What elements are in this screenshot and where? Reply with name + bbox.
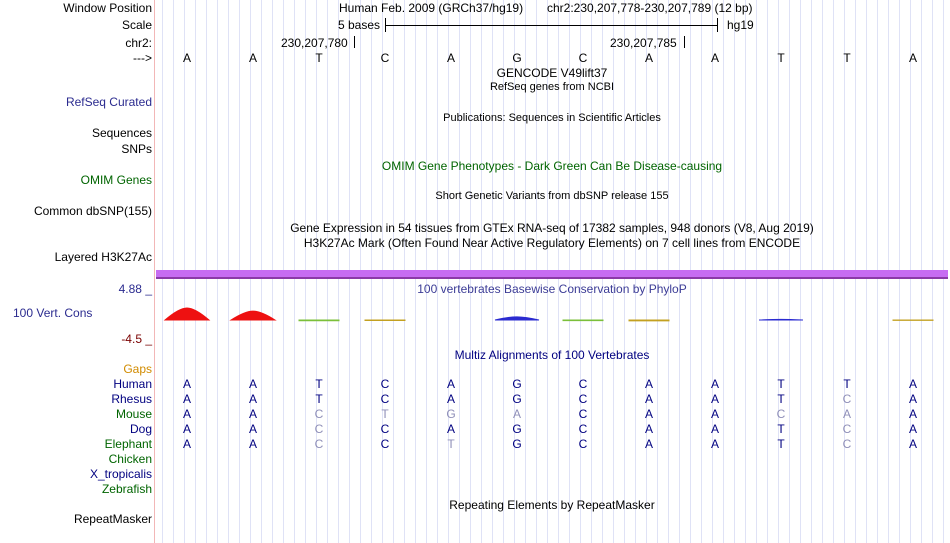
- phylop-max-label: 4.88 _: [118, 282, 152, 296]
- scale-label: Scale: [121, 18, 152, 32]
- aligned-base: G: [512, 377, 522, 391]
- chrom-label: chr2:: [125, 36, 152, 50]
- phylop-conservation-plot[interactable]: [156, 296, 948, 336]
- phylop-track-title[interactable]: 100 vertebrates Basewise Conservation by PhyloP: [417, 282, 687, 296]
- db-text: hg19: [727, 18, 754, 32]
- aligned-base: C: [380, 392, 390, 406]
- aligned-base: T: [447, 437, 455, 451]
- aligned-base: A: [710, 422, 719, 436]
- aligned-base: A: [710, 437, 719, 451]
- coord-tick-2: [684, 36, 685, 48]
- refseq-track-label[interactable]: RefSeq Curated: [65, 95, 152, 109]
- species-label-chicken[interactable]: Chicken: [108, 452, 152, 466]
- publications-track-title[interactable]: Publications: Sequences in Scientific Articles: [443, 112, 661, 124]
- reference-base: A: [248, 51, 257, 65]
- window-position-label: Window Position: [63, 1, 152, 15]
- phylop-score-mark: [563, 320, 603, 321]
- species-label-human[interactable]: Human: [113, 377, 152, 391]
- species-label-dog[interactable]: Dog: [129, 422, 152, 436]
- gencode-track-title[interactable]: GENCODE V49lift37: [496, 66, 608, 80]
- scale-text: 5 bases: [338, 18, 381, 32]
- aligned-base: A: [710, 392, 719, 406]
- aligned-base: A: [182, 407, 191, 421]
- reference-base: A: [446, 51, 455, 65]
- aligned-base: G: [512, 392, 522, 406]
- aligned-base: A: [842, 407, 851, 421]
- aligned-base: C: [380, 422, 390, 436]
- aligned-base: C: [314, 407, 324, 421]
- aligned-base: C: [842, 437, 852, 451]
- aligned-base: C: [314, 422, 324, 436]
- omim-track-title[interactable]: OMIM Gene Phenotypes - Dark Green Can Be Disease-causing: [381, 159, 723, 173]
- phylop-score-mark: [231, 311, 275, 320]
- coord-label-1: 230,207,780: [281, 36, 348, 50]
- aligned-base: C: [776, 407, 786, 421]
- aligned-base: C: [380, 377, 390, 391]
- aligned-base: A: [908, 377, 917, 391]
- repeatmasker-track-label[interactable]: RepeatMasker: [73, 512, 152, 526]
- aligned-base: T: [381, 407, 389, 421]
- aligned-base: C: [578, 437, 588, 451]
- scale-bar: [386, 25, 717, 26]
- coord-label-2: 230,207,785: [610, 36, 677, 50]
- snps-track-label[interactable]: SNPs: [121, 142, 152, 156]
- gaps-label[interactable]: Gaps: [123, 362, 152, 376]
- assembly-text: Human Feb. 2009 (GRCh37/hg19): [339, 1, 524, 15]
- aligned-base: T: [777, 377, 785, 391]
- aligned-base: A: [644, 392, 653, 406]
- aligned-base: C: [842, 422, 852, 436]
- aligned-base: T: [843, 377, 851, 391]
- aligned-base: T: [777, 392, 785, 406]
- aligned-base: G: [512, 422, 522, 436]
- reference-base: C: [380, 51, 390, 65]
- h3k27ac-track-title[interactable]: H3K27Ac Mark (Often Found Near Active Regulatory Elements) on 7 cell lines from ENCODE: [303, 236, 801, 250]
- species-label-elephant[interactable]: Elephant: [104, 437, 152, 451]
- aligned-base: C: [578, 377, 588, 391]
- reference-base: A: [710, 51, 719, 65]
- phylop-score-mark: [365, 320, 405, 321]
- aligned-base: A: [446, 422, 455, 436]
- cons-track-label[interactable]: 100 Vert. Cons: [13, 306, 93, 320]
- aligned-base: A: [248, 377, 257, 391]
- aligned-base: A: [644, 407, 653, 421]
- aligned-base: A: [182, 437, 191, 451]
- track-area-border: [154, 0, 155, 543]
- dbsnp-track-label[interactable]: Common dbSNP(155): [33, 204, 152, 218]
- reference-base: A: [644, 51, 653, 65]
- reference-base: T: [315, 51, 323, 65]
- aligned-base: C: [380, 437, 390, 451]
- reference-base: G: [512, 51, 522, 65]
- aligned-base: C: [314, 437, 324, 451]
- aligned-base: C: [578, 422, 588, 436]
- h3k27ac-track-label[interactable]: Layered H3K27Ac: [54, 250, 152, 264]
- aligned-base: A: [644, 437, 653, 451]
- phylop-min-label: -4.5 _: [121, 332, 152, 346]
- species-label-zebrafish[interactable]: Zebrafish: [101, 482, 152, 496]
- aligned-base: A: [446, 377, 455, 391]
- refseq-track-title[interactable]: RefSeq genes from NCBI: [489, 81, 615, 93]
- aligned-base: A: [248, 407, 257, 421]
- aligned-base: A: [908, 392, 917, 406]
- aligned-base: A: [644, 422, 653, 436]
- phylop-score-mark: [759, 319, 803, 320]
- reference-base: T: [777, 51, 785, 65]
- aligned-base: A: [908, 422, 917, 436]
- aligned-base: A: [710, 377, 719, 391]
- scale-bar-right-tick: [717, 18, 718, 32]
- aligned-base: G: [512, 437, 522, 451]
- aligned-base: A: [710, 407, 719, 421]
- sequences-track-label[interactable]: Sequences: [91, 126, 152, 140]
- repeatmasker-track-title[interactable]: Repeating Elements by RepeatMasker: [449, 498, 655, 512]
- aligned-base: A: [446, 392, 455, 406]
- aligned-base: A: [248, 422, 257, 436]
- multiz-track-title[interactable]: Multiz Alignments of 100 Vertebrates: [454, 348, 650, 362]
- aligned-base: A: [182, 377, 191, 391]
- reference-base: A: [908, 51, 917, 65]
- aligned-base: A: [182, 392, 191, 406]
- gtex-track-title[interactable]: Gene Expression in 54 tissues from GTEx RNA-seq of 17382 samples, 948 donors (V8, Aug 2019): [290, 221, 814, 235]
- species-label-mouse[interactable]: Mouse: [115, 407, 152, 421]
- aligned-base: A: [908, 407, 917, 421]
- aligned-base: T: [315, 392, 323, 406]
- aligned-base: A: [644, 377, 653, 391]
- reference-base: A: [182, 51, 191, 65]
- aligned-base: C: [842, 392, 852, 406]
- omim-track-label[interactable]: OMIM Genes: [80, 173, 152, 187]
- phylop-score-mark: [495, 317, 539, 320]
- reference-base: T: [843, 51, 851, 65]
- species-label-x_tropicalis[interactable]: X_tropicalis: [89, 467, 152, 481]
- reference-base: C: [578, 51, 588, 65]
- aligned-base: C: [578, 407, 588, 421]
- aligned-base: A: [182, 422, 191, 436]
- aligned-base: A: [248, 437, 257, 451]
- aligned-base: C: [578, 392, 588, 406]
- aligned-base: A: [512, 407, 521, 421]
- position-text: chr2:230,207,778-230,207,789 (12 bp): [547, 1, 753, 15]
- coord-tick-1: [354, 36, 355, 48]
- phylop-score-mark: [165, 308, 209, 320]
- aligned-base: G: [446, 407, 456, 421]
- aligned-base: T: [777, 422, 785, 436]
- strand-label: --->: [133, 51, 152, 65]
- aligned-base: T: [315, 377, 323, 391]
- aligned-base: A: [248, 392, 257, 406]
- h3k27ac-signal-baseline: [156, 277, 948, 279]
- phylop-score-mark: [629, 320, 669, 321]
- phylop-score-mark: [299, 320, 339, 321]
- aligned-base: T: [777, 437, 785, 451]
- aligned-base: A: [908, 437, 917, 451]
- dbsnp-track-title[interactable]: Short Genetic Variants from dbSNP release 155: [435, 190, 669, 202]
- species-label-rhesus[interactable]: Rhesus: [111, 392, 152, 406]
